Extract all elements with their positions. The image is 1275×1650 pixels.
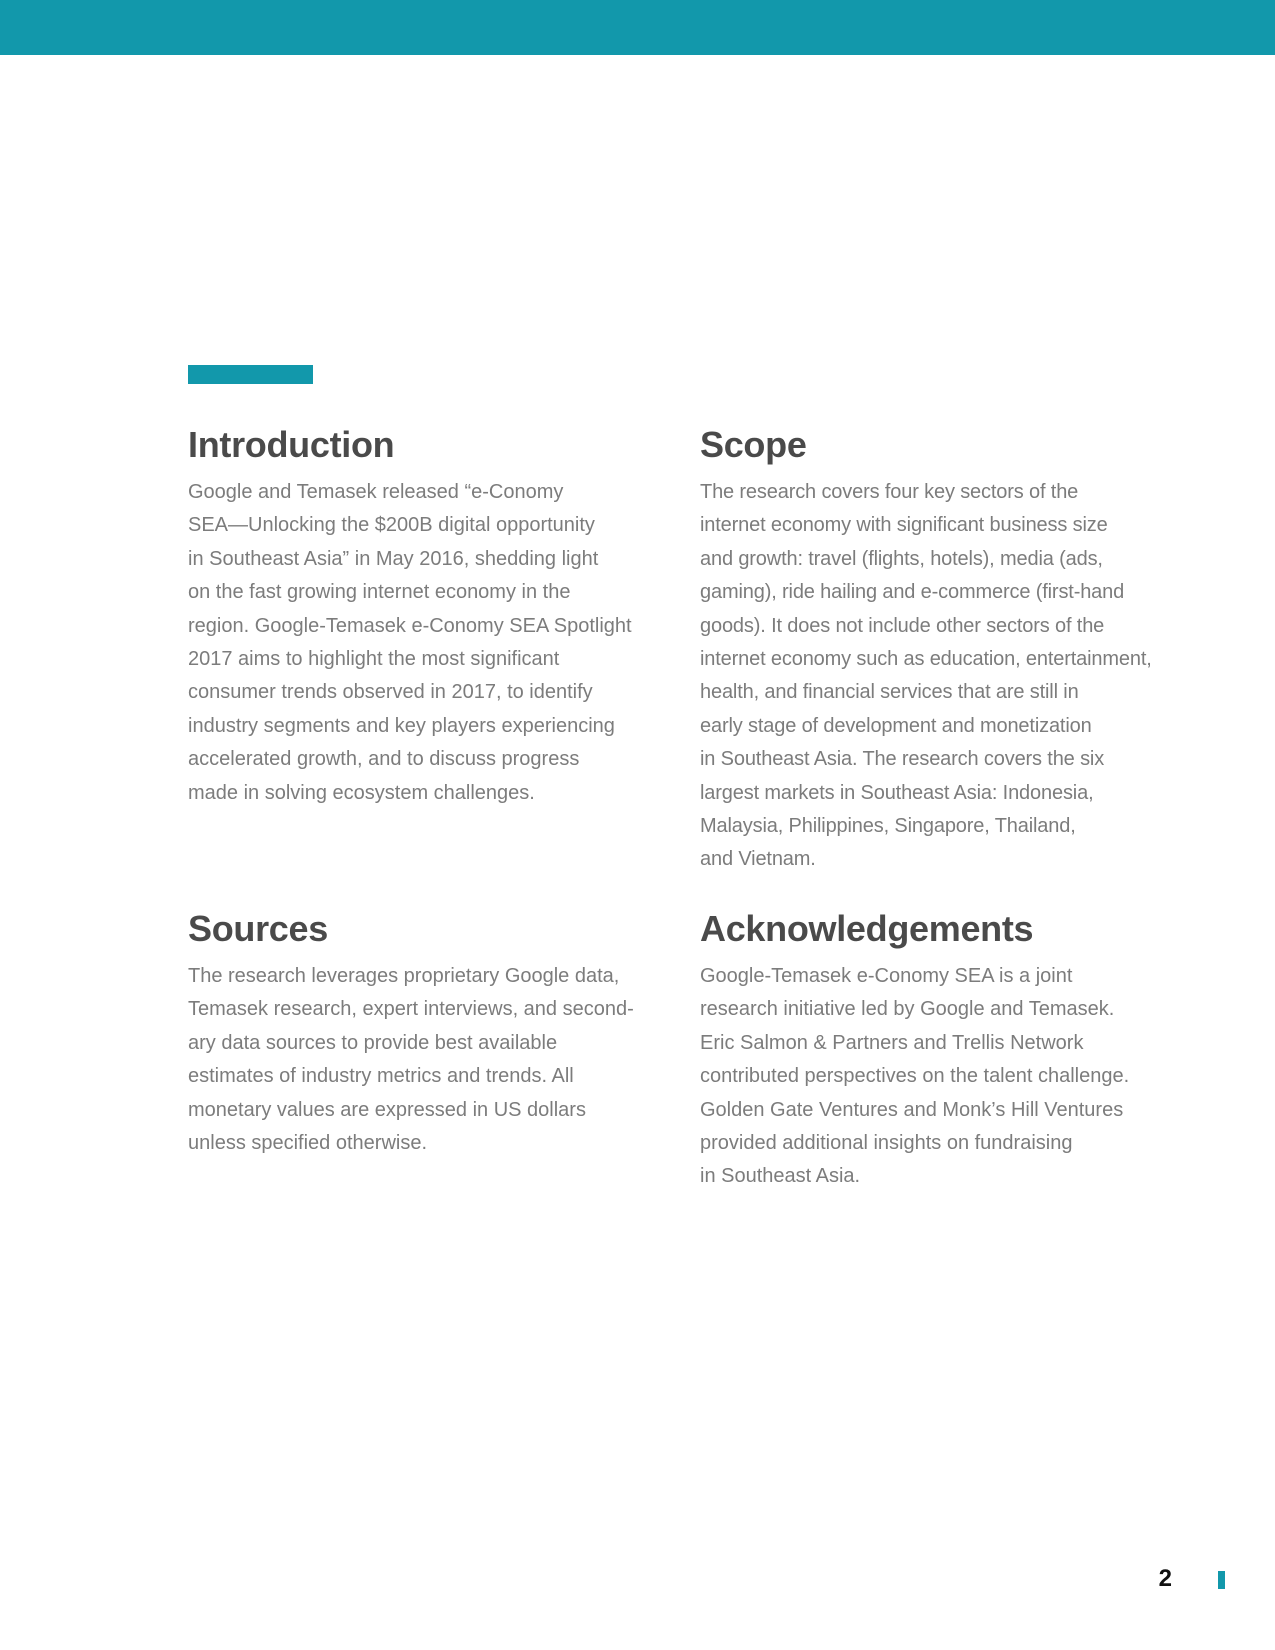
acknowledgements-body: Google-Temasek e-Conomy SEA is a joint research initiative led by Google and Temasek. Eric Salmon & Partners and Trellis Network contributed perspectives on the talent challenge. Golden Gate Ventures and Monk’s Hill Ventures provided additional insights on fundraising in Southeast Asia. <box>700 965 1130 1188</box>
page-number: 2 <box>1158 1565 1172 1592</box>
introduction-body: Google and Temasek released “e-Conomy SEA—Unlocking the $200B digital opportunity in Southeast Asia” in May 2016, shedding light on the fast growing internet economy in the region. Google-Temasek e-Conomy SEA Spotlight 2017 aims to highlight the most significant consumer trends observed in 2017, to identify industry segments and key players experiencing accelerated growth, and to discuss progress made in solving ecosystem challenges. <box>188 481 632 804</box>
section-accent-bar <box>188 365 313 384</box>
scope-heading: Scope <box>700 424 807 465</box>
section-scope <box>700 424 1180 877</box>
scope-body: The research covers four key sectors of the internet economy with significant business size and growth: travel (flights, hotels), media (ads, gaming), ride hailing and e-commerce (first-hand goods). It does not include other sectors of the internet economy such as education, entertainment, health, and financial services that are still in early stage of development and monetization in Southeast Asia. The research covers the six largest markets in Southeast Asia: Indonesia, Malaysia, Philippines, Singapore, Thailand, and Vietnam. <box>700 481 1152 871</box>
header-accent-bar <box>0 0 1275 55</box>
section-acknowledgements <box>700 908 1180 1194</box>
section-sources <box>188 908 678 1160</box>
introduction-heading: Introduction <box>188 424 395 465</box>
acknowledgements-heading: Acknowledgements <box>700 908 1034 949</box>
sources-body: The research leverages proprietary Google data, Temasek research, expert interviews, and second- ary data sources to provide best available estimates of industry metrics and trends. All monetary values are expressed in US dollars unless specified otherwise. <box>188 965 634 1155</box>
section-introduction <box>188 424 678 810</box>
page-number-marker <box>1218 1571 1225 1589</box>
sources-heading: Sources <box>188 908 328 949</box>
